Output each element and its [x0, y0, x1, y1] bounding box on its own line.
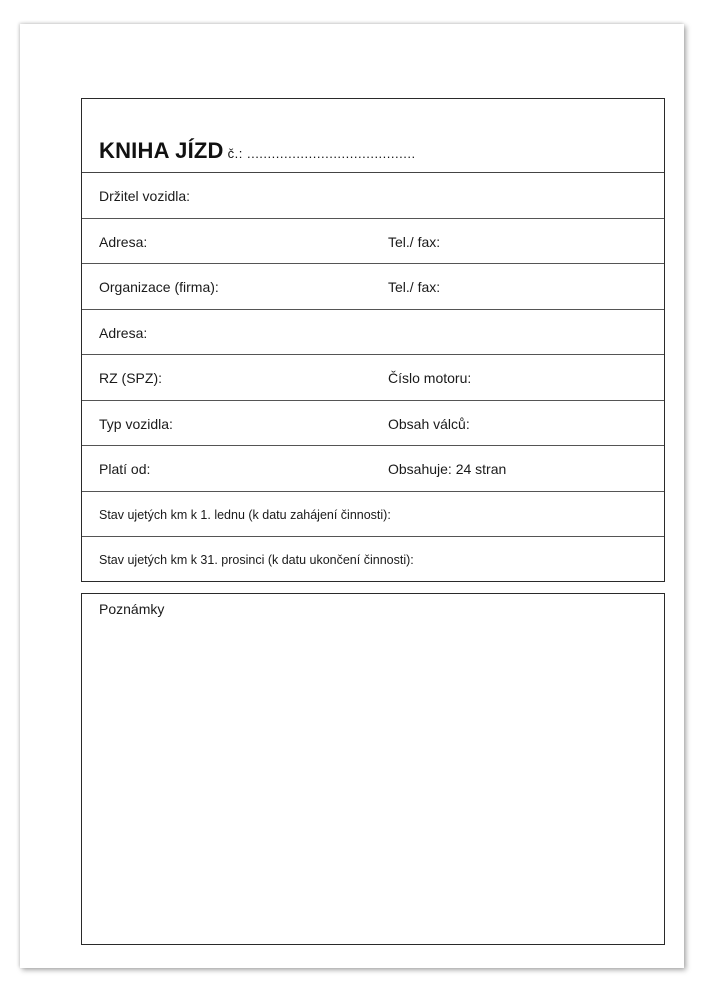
- row-km-start[interactable]: [82, 492, 664, 538]
- vehicle-info-form: [81, 98, 665, 582]
- row-valid-from[interactable]: [82, 446, 664, 492]
- valid-from-label: Platí od:: [99, 461, 151, 477]
- row-vehicle-type[interactable]: [82, 401, 664, 447]
- notes-label: Poznámky: [99, 601, 165, 617]
- phone-fax-label: Tel./ fax:: [388, 233, 441, 250]
- km-end-label: Stav ujetých km k 31. prosinci (k datu ukončení činnosti):: [99, 553, 414, 567]
- logbook-number-field[interactable]: č.: .........................................: [227, 146, 416, 161]
- title-text: KNIHA JÍZD: [99, 138, 224, 163]
- page-count-label: Obsahuje: 24 stran: [388, 461, 507, 477]
- title-row: [82, 99, 664, 173]
- organization-label: Organizace (firma):: [99, 279, 219, 295]
- row-km-end[interactable]: [82, 537, 664, 583]
- row-holder[interactable]: [82, 173, 664, 219]
- organization-address-label: Adresa:: [99, 324, 148, 341]
- cylinder-capacity-label: Obsah válců:: [388, 415, 470, 432]
- page-title: [99, 138, 416, 164]
- row-registration[interactable]: [82, 355, 664, 401]
- row-address[interactable]: [82, 219, 664, 265]
- document-page: [20, 24, 684, 968]
- row-organization[interactable]: [82, 264, 664, 310]
- address-label: Adresa:: [99, 233, 148, 250]
- holder-label: Držitel vozidla:: [99, 188, 191, 204]
- registration-label: RZ (SPZ):: [99, 370, 162, 386]
- km-start-label: Stav ujetých km k 1. lednu (k datu zahájení činnosti):: [99, 507, 391, 522]
- vehicle-type-label: Typ vozidla:: [99, 415, 173, 432]
- engine-number-label: Číslo motoru:: [388, 370, 472, 386]
- row-organization-address[interactable]: [82, 310, 664, 356]
- notes-box[interactable]: [81, 593, 665, 945]
- organization-phone-fax-label: Tel./ fax:: [388, 279, 441, 295]
